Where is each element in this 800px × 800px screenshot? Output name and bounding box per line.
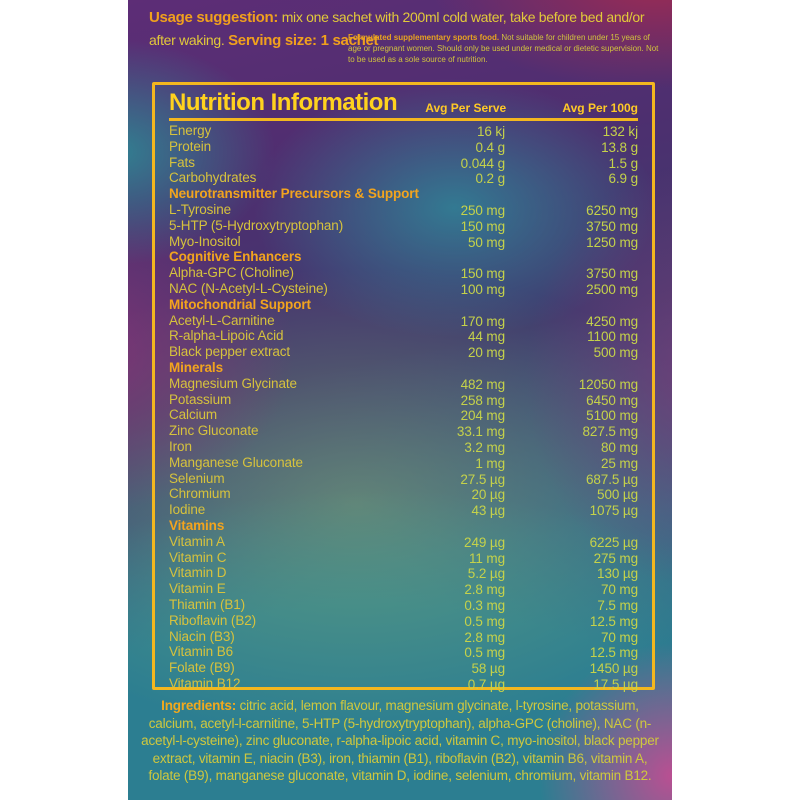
nutrient-label: Vitamin B12 (169, 675, 241, 691)
table-row (169, 407, 638, 423)
nutrition-table (152, 82, 655, 690)
nutrient-label: Calcium (169, 407, 218, 423)
value-per-100g: 687.5 µg (585, 471, 638, 487)
value-per-serve: 1 mg (475, 455, 505, 471)
value-per-serve: 20 mg (467, 345, 505, 361)
table-row (169, 265, 638, 281)
nutrient-label: Selenium (169, 470, 225, 486)
table-row (169, 455, 638, 471)
nutrient-label: 5-HTP (5-Hydroxytryptophan) (169, 217, 344, 233)
value-per-100g: 12.5 mg (589, 613, 638, 629)
table-row (169, 344, 638, 360)
value-per-100g: 1100 mg (587, 329, 638, 345)
nutrient-label: Riboflavin (B2) (169, 612, 257, 628)
table-row (169, 486, 638, 502)
nutrient-label: Vitamin D (169, 565, 227, 581)
table-row (169, 597, 638, 613)
value-per-100g: 70 mg (600, 582, 638, 598)
nutrient-label: Black pepper extract (169, 344, 291, 360)
nutrient-label: Iron (169, 438, 192, 454)
value-per-100g: 132 kj (602, 124, 638, 139)
nutrition-table-header (169, 88, 638, 121)
nutrient-label: Chromium (169, 486, 231, 502)
value-per-100g: 6.9 g (608, 171, 638, 187)
table-row (169, 676, 638, 692)
value-per-serve: 0.5 mg (464, 645, 505, 661)
value-per-serve: 100 mg (460, 281, 505, 297)
table-row (169, 439, 638, 455)
nutrient-label: Alpha-GPC (Choline) (169, 265, 294, 281)
nutrition-table-rows (169, 123, 638, 692)
table-row (169, 581, 638, 597)
value-per-serve: 11 mg (468, 550, 505, 566)
value-per-serve: 482 mg (460, 376, 505, 392)
table-row (169, 550, 638, 566)
nutrient-label: Potassium (169, 391, 232, 407)
nutrient-label: Iodine (169, 502, 206, 518)
value-per-serve: 33.1 mg (456, 424, 505, 440)
value-per-100g: 17.5 µg (593, 676, 638, 692)
value-per-100g: 1075 µg (589, 503, 638, 519)
table-row (169, 629, 638, 645)
value-per-serve: 44 mg (467, 329, 505, 345)
nutrient-label: Minerals (169, 359, 223, 375)
value-per-serve: 170 mg (460, 313, 505, 329)
nutrient-label: L-Tyrosine (169, 201, 232, 217)
nutrient-label: Fats (169, 154, 195, 170)
value-per-serve: 16 kj (476, 124, 505, 139)
value-per-100g: 130 µg (597, 566, 638, 582)
regulatory-disclaimer (348, 33, 662, 65)
nutrient-label: Vitamin A (169, 533, 225, 549)
nutrient-label: Energy (169, 123, 212, 138)
table-row (169, 471, 638, 487)
table-row (169, 644, 638, 660)
value-per-100g: 7.5 mg (597, 597, 638, 613)
ingredients (138, 697, 662, 785)
value-per-serve: 2.8 mg (464, 629, 505, 645)
value-per-100g: 80 mg (600, 439, 638, 455)
value-per-serve: 58 µg (471, 661, 505, 677)
nutrient-label: Thiamin (B1) (169, 596, 246, 612)
value-per-serve: 250 mg (460, 202, 505, 218)
value-per-serve: 0.2 g (475, 171, 505, 187)
table-row (169, 123, 638, 139)
table-row (169, 234, 638, 250)
value-per-serve: 0.7 µg (467, 676, 505, 692)
value-per-serve: 0.3 mg (464, 597, 505, 613)
value-per-100g: 70 mg (600, 629, 638, 645)
nutrient-label: Mitochondrial Support (169, 296, 311, 312)
table-row (169, 328, 638, 344)
nutrient-label: Carbohydrates (169, 170, 257, 186)
table-section-header (169, 249, 638, 265)
value-per-serve: 5.2 µg (467, 566, 505, 582)
table-section-header (169, 297, 638, 313)
nutrient-label: Niacin (B3) (169, 628, 235, 644)
nutrient-label: NAC (N-Acetyl-L-Cysteine) (169, 280, 328, 296)
value-per-serve: 258 mg (460, 392, 505, 408)
value-per-100g: 4250 mg (586, 313, 638, 329)
table-row (169, 202, 638, 218)
value-per-100g: 12.5 mg (589, 645, 638, 661)
value-per-serve: 3.2 mg (464, 439, 505, 455)
table-row (169, 170, 638, 186)
usage-text: mix one sachet with 200ml cold water, take before bed and/or after waking. (149, 9, 645, 49)
nutrient-label: Vitamin E (169, 581, 226, 597)
supplement-label (128, 0, 672, 800)
value-per-100g: 3750 mg (586, 218, 638, 234)
table-row (169, 392, 638, 408)
value-per-serve: 50 mg (467, 234, 505, 250)
value-per-serve: 204 mg (460, 408, 505, 424)
value-per-100g: 2500 mg (586, 281, 638, 297)
usage-lead: Usage suggestion: (149, 9, 279, 26)
table-row (169, 613, 638, 629)
table-row (169, 660, 638, 676)
nutrient-label: Protein (169, 138, 212, 154)
value-per-100g: 13.8 g (601, 139, 638, 155)
value-per-serve: 150 mg (460, 218, 505, 234)
value-per-serve: 43 µg (471, 503, 505, 519)
value-per-serve: 249 µg (464, 534, 505, 550)
table-title: Nutrition Information (169, 89, 398, 116)
disclaimer-lead: Formulated supplementary sports food. (348, 33, 500, 42)
value-per-serve: 2.8 mg (464, 582, 505, 598)
table-section-header (169, 186, 638, 202)
table-section-header (169, 360, 638, 376)
value-per-100g: 3750 mg (586, 266, 638, 282)
col-header-avg-per-serve: Avg Per Serve (425, 101, 507, 115)
table-row (169, 376, 638, 392)
value-per-serve: 0.5 mg (464, 613, 505, 629)
nutrient-label: R-alpha-Lipoic Acid (169, 328, 284, 344)
table-row (169, 281, 638, 297)
table-row (169, 313, 638, 329)
table-row (169, 534, 638, 550)
value-per-100g: 5100 mg (586, 408, 638, 424)
value-per-serve: 20 µg (471, 487, 505, 503)
nutrient-label: Acetyl-L-Carnitine (169, 312, 275, 328)
nutrient-label: Cognitive Enhancers (169, 249, 302, 265)
nutrient-label: Neurotransmitter Precursors & Support (169, 186, 419, 202)
value-per-100g: 275 mg (593, 550, 638, 566)
table-row (169, 155, 638, 171)
nutrient-label: Vitamin C (169, 549, 227, 565)
nutrient-label: Magnesium Glycinate (169, 375, 297, 391)
value-per-100g: 1450 µg (589, 661, 638, 677)
value-per-100g: 1.5 g (608, 155, 638, 171)
table-row (169, 565, 638, 581)
value-per-100g: 500 µg (597, 487, 638, 503)
value-per-100g: 6450 mg (586, 392, 638, 408)
value-per-100g: 1250 mg (586, 234, 638, 250)
nutrient-label: Zinc Gluconate (169, 423, 259, 439)
value-per-100g: 827.5 mg (582, 424, 638, 440)
value-per-100g: 500 mg (593, 345, 638, 361)
nutrient-label: Vitamins (169, 517, 225, 533)
serving-size: Serving size: 1 sachet (228, 32, 379, 50)
table-row (169, 502, 638, 518)
col-header-avg-per-100g: Avg Per 100g (562, 101, 638, 115)
value-per-100g: 6250 mg (586, 202, 638, 218)
disclaimer-text: Not suitable for children under 15 years of age or pregnant women. Should only be used under medical or dietetic supervision. Not to be used as a sole source of nutrition. (348, 33, 659, 64)
table-row (169, 218, 638, 234)
ingredients-text: citric acid, lemon flavour, magnesium glycinate, l-tyrosine, potassium, calcium, acetyl-l-carnitine, 5-HTP (5-hydroxytryptophan), alpha-GPC (choline), NAC (n-acetyl-l-cysteine), zinc gluconate, r-alpha-lipoic acid, vitamin C, myo-inositol, black pepper extract, vitamin E, niacin (B3), iron, thiamin (B1), riboflavin (B2), vitamin B6, vitamin A, folate (B9), manganese gluconate, vitamin D, iodine, selenium, chromium, vitamin B12. (141, 698, 659, 784)
ingredients-lead: Ingredients: (161, 698, 237, 713)
value-per-serve: 150 mg (460, 266, 505, 282)
value-per-serve: 27.5 µg (460, 471, 505, 487)
value-per-100g: 6225 µg (589, 534, 638, 550)
value-per-serve: 0.044 g (460, 155, 505, 171)
table-section-header (169, 518, 638, 534)
nutrient-label: Vitamin B6 (169, 644, 234, 660)
nutrient-label: Manganese Gluconate (169, 454, 303, 470)
value-per-100g: 12050 mg (578, 376, 638, 392)
value-per-100g: 25 mg (600, 455, 638, 471)
nutrient-label: Myo-Inositol (169, 233, 241, 249)
value-per-serve: 0.4 g (475, 139, 505, 155)
table-row (169, 423, 638, 439)
table-row (169, 139, 638, 155)
nutrient-label: Folate (B9) (169, 660, 235, 676)
